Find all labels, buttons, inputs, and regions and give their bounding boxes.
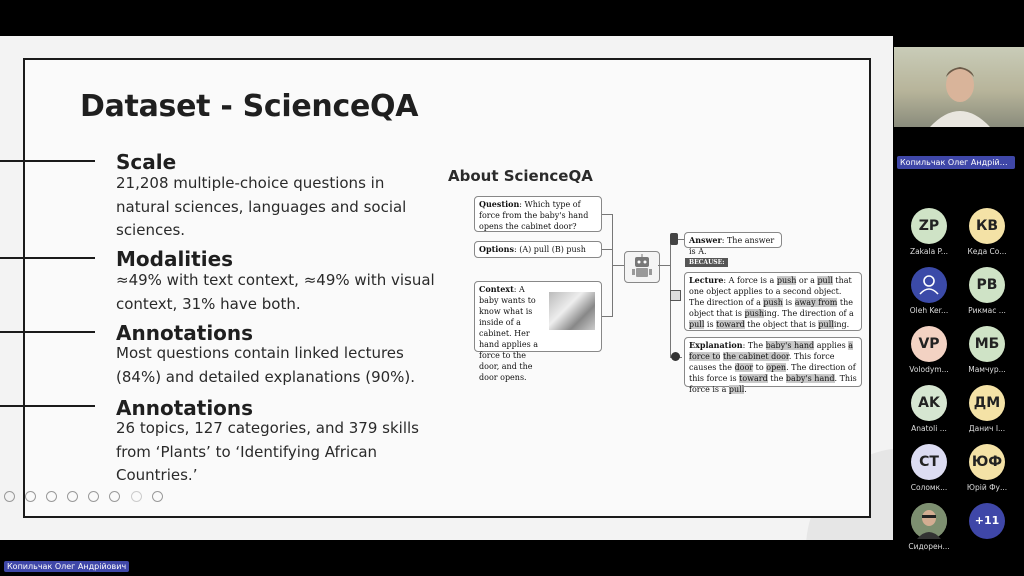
participant-avatar: ЮФ: [969, 444, 1005, 480]
participant-tile[interactable]: [900, 385, 958, 433]
zoom-icon[interactable]: [67, 491, 78, 502]
section-body-scale: 21,208 multiple-choice questions in natural sciences, languages and social sciences.: [116, 174, 407, 239]
participant-avatar: +11: [969, 503, 1005, 539]
participant-tile[interactable]: [900, 267, 958, 315]
context-box: Context: A baby wants to know what is inside of a cabinet. Her hand applies a force to the door, and the door opens.: [474, 281, 602, 352]
bullet-line: [0, 160, 95, 162]
options-label: Options: [479, 244, 514, 254]
lecture-box: Lecture: A force is a push or a pull that one object applies to a second object. The direction of a push is away from the object that is pushing. The direction of a pull is toward the object that is pulling.: [684, 272, 862, 331]
robot-icon: [624, 251, 660, 283]
participant-name: Рикмас ...: [968, 306, 1006, 315]
answer-box: Answer: The answer is A.: [684, 232, 782, 248]
grid-icon[interactable]: [88, 491, 99, 502]
explanation-label: Explanation: [689, 340, 743, 350]
answer-marker-icon: [670, 233, 678, 245]
participant-avatar: VP: [911, 326, 947, 362]
speaker-name-label: Копильчак Олег Андрійо...: [897, 156, 1015, 169]
participant-name: Сидорен...: [908, 542, 950, 551]
lecture-label: Lecture: [689, 275, 724, 285]
camera-icon[interactable]: [131, 491, 142, 502]
participant-tile[interactable]: [958, 503, 1016, 542]
section-heading-modalities: Modalities: [116, 247, 234, 271]
section-body-annotations: Most questions contain linked lectures (84%) and detailed explanations (90%).: [116, 344, 416, 386]
participant-name: Данич І...: [968, 424, 1006, 433]
person-icon: [911, 267, 947, 303]
participant-avatar: ДМ: [969, 385, 1005, 421]
question-label: Question: [479, 199, 520, 209]
participant-name: Мамчур...: [968, 365, 1006, 374]
explanation-text: The baby's hand applies a force to the cabinet door. This force causes the door to open. The direction of this force is toward the baby's hand. This force is a pull.: [689, 341, 857, 394]
participant-name: Кеда Со...: [967, 247, 1007, 256]
question-box: Question: Which type of force from the baby's hand opens the cabinet door?: [474, 196, 602, 232]
more-icon[interactable]: [152, 491, 163, 502]
participant-name: Oleh Ker...: [909, 306, 949, 315]
participant-tile[interactable]: [958, 385, 1016, 433]
pen-icon[interactable]: [46, 491, 57, 502]
context-label: Context: [479, 284, 514, 294]
participant-name: Zakala P...: [909, 247, 949, 256]
because-label: BECAUSE:: [685, 258, 728, 267]
section-heading-annotations-2: Annotations: [116, 396, 254, 420]
question-text: Which type of force from the baby's hand opens the cabinet door?: [479, 200, 589, 231]
scienceqa-figure: [468, 189, 868, 394]
next-icon[interactable]: [25, 491, 36, 502]
participant-tile[interactable]: [958, 208, 1016, 256]
participant-avatar: РВ: [969, 267, 1005, 303]
options-text: (A) pull (B) push: [519, 245, 586, 254]
speaker-video[interactable]: [894, 47, 1024, 127]
answer-label: Answer: [689, 235, 722, 245]
context-text: A baby wants to know what is inside of a cabinet. Her hand applies a force to the door, and the door opens.: [479, 285, 539, 382]
participant-name: Юрій Фу...: [966, 483, 1008, 492]
figure-title: About ScienceQA: [448, 167, 593, 185]
participant-name: Anatoli ...: [911, 424, 947, 433]
section-heading-scale: Scale: [116, 150, 177, 174]
participant-tile[interactable]: [958, 444, 1016, 492]
bulb-icon: [671, 352, 680, 361]
bullet-line: [0, 405, 95, 407]
bullet-line: [0, 257, 95, 259]
participant-name: Volodym...: [909, 365, 949, 374]
bullet-line: [0, 331, 95, 333]
participant-tile[interactable]: [900, 208, 958, 256]
section-body-modalities: ≈49% with text context, ≈49% with visual context, 31% have both.: [116, 271, 435, 313]
baby-cabinet-image: [549, 292, 595, 330]
participant-tile[interactable]: [958, 267, 1016, 315]
shared-slide: [0, 36, 893, 540]
lecture-text: A force is a push or a pull that one object applies to a second object. The direction of a push is away from the object that is pushing. The direction of a pull is toward the object that is pulling.: [689, 276, 854, 329]
prev-icon[interactable]: [4, 491, 15, 502]
participant-tile[interactable]: [900, 503, 958, 551]
book-icon: [670, 290, 681, 301]
participant-avatar: AK: [911, 385, 947, 421]
participant-tile[interactable]: [900, 444, 958, 492]
slide-toolbar: [4, 487, 168, 501]
participant-avatar: КВ: [969, 208, 1005, 244]
participant-avatar: ZP: [911, 208, 947, 244]
participant-avatar: МБ: [969, 326, 1005, 362]
options-box: Options: (A) pull (B) push: [474, 241, 602, 258]
explanation-box: Explanation: The baby's hand applies a force to the cabinet door. This force causes the door to open. The direction of this force is toward the baby's hand. This force is a pull.: [684, 337, 862, 387]
presenter-name-label: Копильчак Олег Андрійович: [4, 561, 129, 572]
section-body-annotations-2: 26 topics, 127 categories, and 379 skills from ‘Plants’ to ‘Identifying African Countries.’: [116, 419, 419, 484]
participant-name: Соломк...: [910, 483, 948, 492]
section-heading-annotations: Annotations: [116, 321, 254, 345]
subtitles-icon[interactable]: [109, 491, 120, 502]
slide-title: Dataset - ScienceQA: [80, 89, 419, 124]
participant-tile[interactable]: [958, 326, 1016, 374]
participant-avatar: СТ: [911, 444, 947, 480]
participant-tile[interactable]: [900, 326, 958, 374]
answer-text: The answer is A.: [689, 236, 775, 256]
photo-avatar: [911, 503, 947, 539]
